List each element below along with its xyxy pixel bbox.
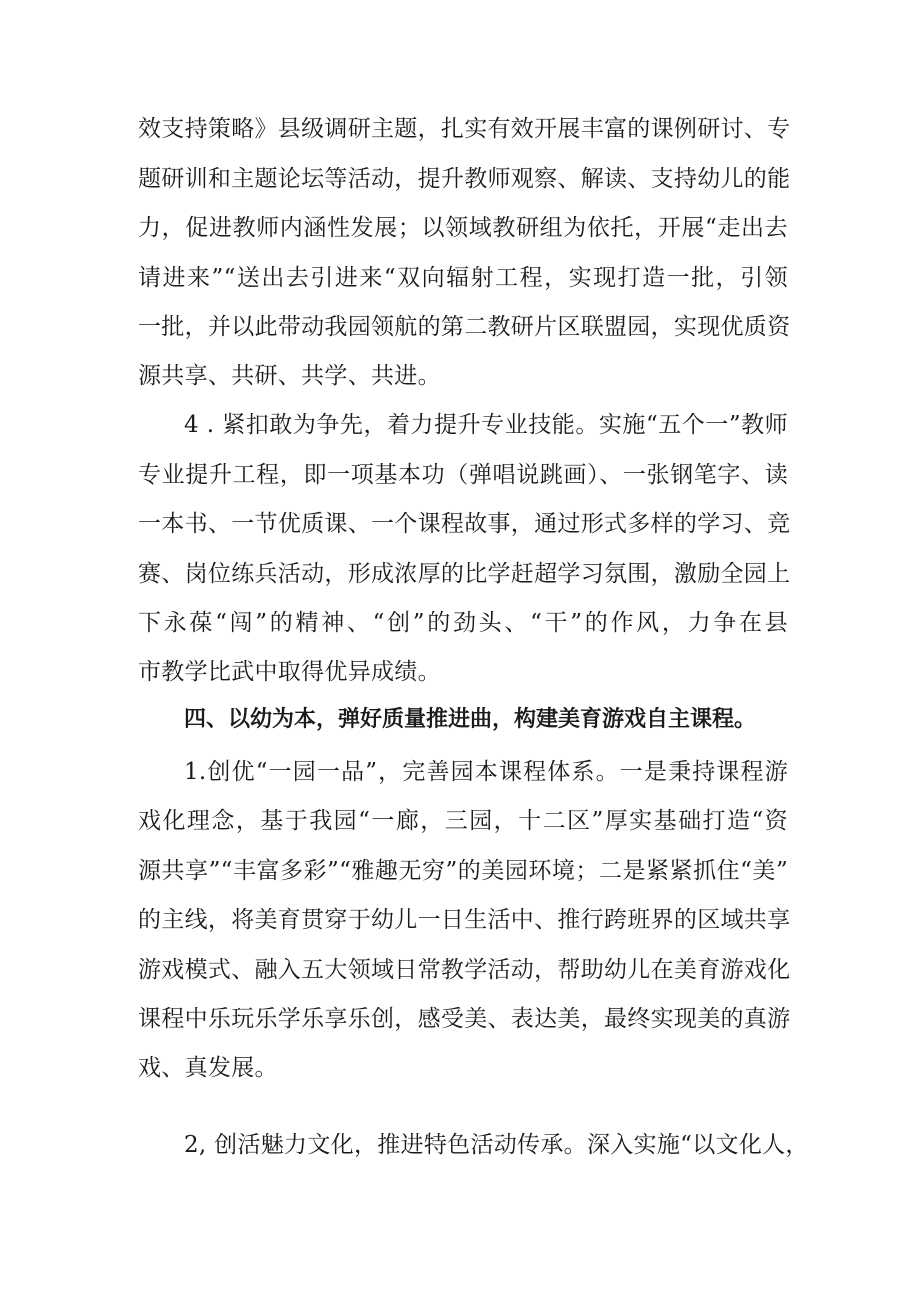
paragraph-line: 戏化理念，基于我园“一廊，三园，十二区”厚实基础打造“资 <box>138 808 788 834</box>
paragraph-line: 下永葆“闯”的精神、“创”的劲头、“干”的作风，力争在县 <box>138 610 788 636</box>
paragraph-line: 2, 创活魅力文化，推进特色活动传承。深入实施“以文化人， <box>184 1132 809 1158</box>
paragraph-line: 源共享”“丰富多彩”“雅趣无穷”的美园环境；二是紧紧抓住“美” <box>138 858 788 884</box>
paragraph-line: 的主线，将美育贯穿于幼儿一日生活中、推行跨班界的区域共享 <box>138 907 791 933</box>
paragraph-line: 4 . 紧扣敢为争先，着力提升专业技能。实施“五个一”教师 <box>184 412 788 438</box>
paragraph-line: 1.创优“一园一品”，完善园本课程体系。一是秉持课程游 <box>184 759 788 785</box>
paragraph-line: 戏、真发展。 <box>138 1055 278 1081</box>
section-heading: 四、以幼为本，弹好质量推进曲，构建美育游戏自主课程。 <box>184 707 757 732</box>
paragraph-line: 专业提升工程，即一项基本功（弹唱说跳画）、一张钢笔字、读 <box>138 462 788 488</box>
paragraph-line: 源共享、共研、共学、共进。 <box>138 363 441 389</box>
paragraph-line: 力，促进教师内涵性发展；以领域教研组为依托，开展“走出去 <box>138 215 788 241</box>
paragraph-line: 市教学比武中取得优异成绩。 <box>138 659 441 685</box>
paragraph-line: 赛、岗位练兵活动，形成浓厚的比学赶超学习氛围，激励全园上 <box>138 561 791 587</box>
paragraph-line: 游戏模式、融入五大领域日常教学活动，帮助幼儿在美育游戏化 <box>138 957 791 983</box>
paragraph-line: 一批，并以此带动我园领航的第二教研片区联盟园，实现优质资 <box>138 314 791 340</box>
paragraph-line: 效支持策略》县级调研主题，扎实有效开展丰富的课例研讨、专 <box>138 116 791 142</box>
paragraph-line: 一本书、一节优质课、一个课程故事，通过形式多样的学习、竞 <box>138 511 791 537</box>
paragraph-line: 课程中乐玩乐学乐享乐创，感受美、表达美，最终实现美的真游 <box>138 1006 791 1032</box>
paragraph-line: 题研训和主题论坛等活动，提升教师观察、解读、支持幼儿的能 <box>138 166 791 192</box>
paragraph-line: 请进来”“送出去引进来“双向辐射工程，实现打造一批，引领 <box>138 265 788 291</box>
